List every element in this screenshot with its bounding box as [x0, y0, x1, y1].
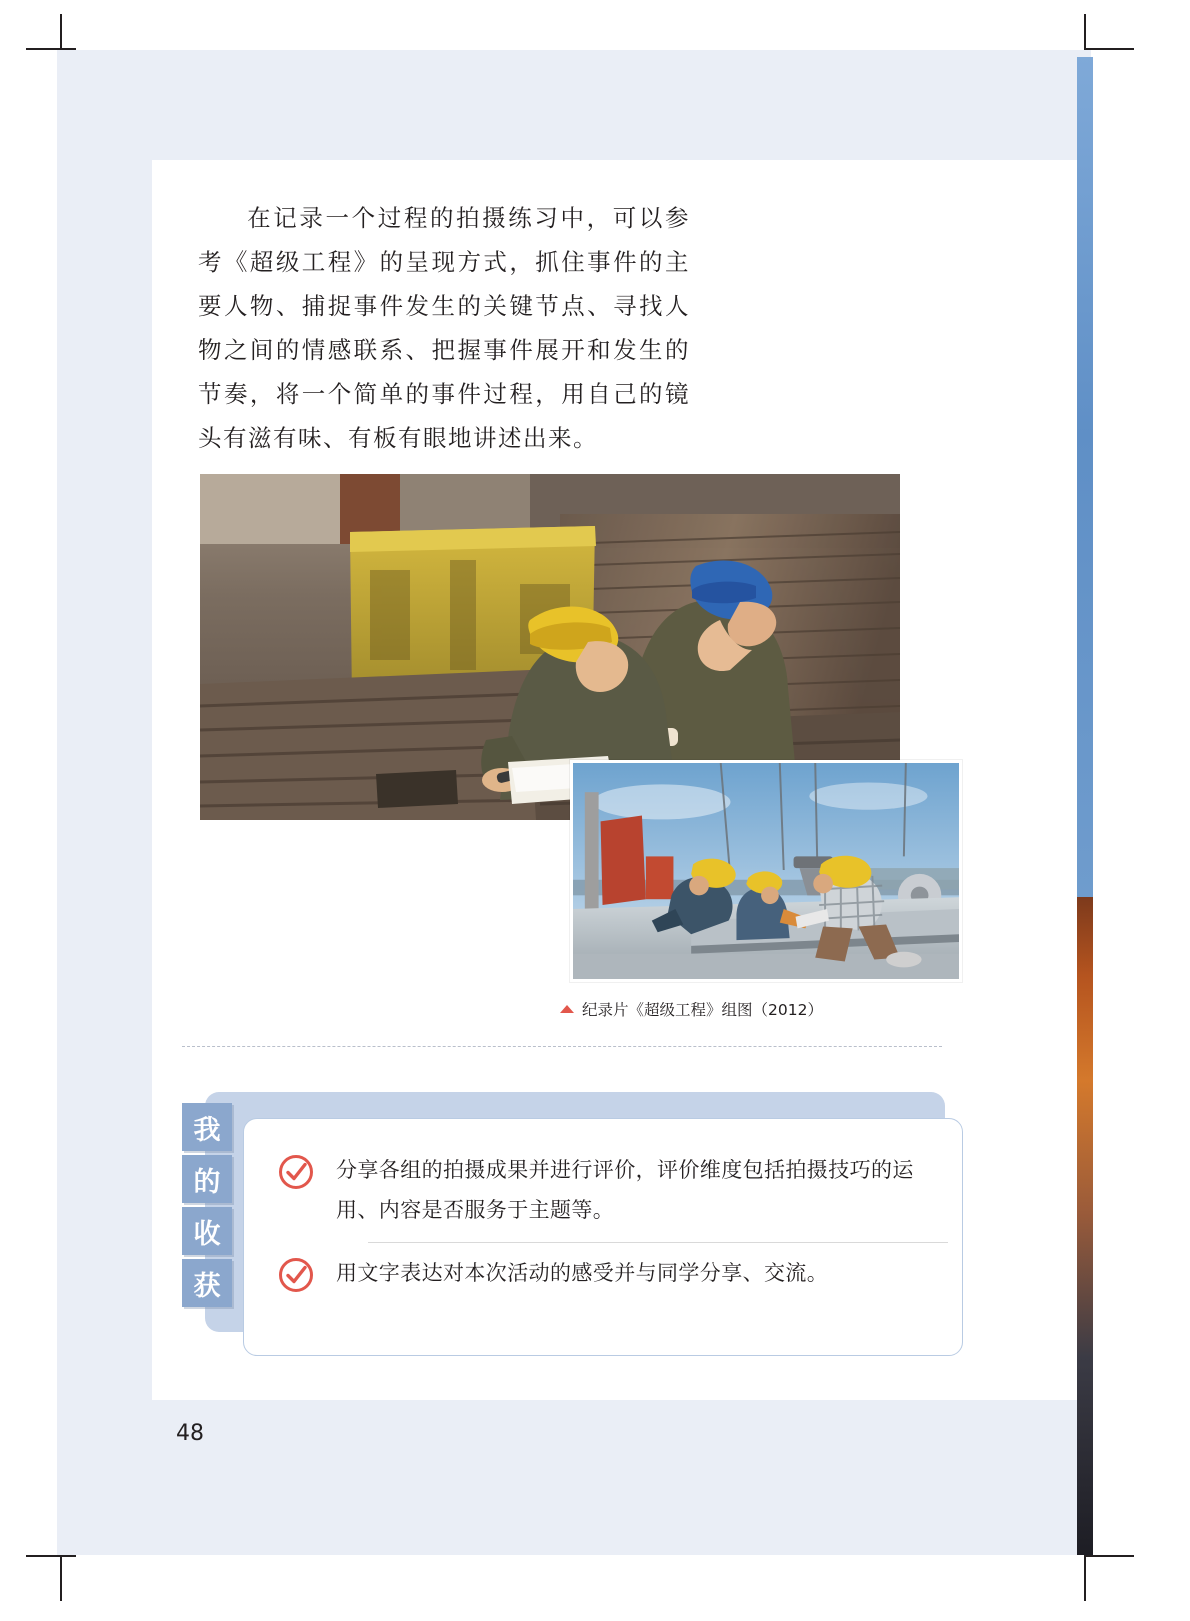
harvest-item-text: 分享各组的拍摄成果并进行评价，评价维度包括拍摄技巧的运用、内容是否服务于主题等。 — [336, 1158, 914, 1222]
figure-inset-photo — [570, 760, 962, 982]
harvest-title-tabs — [182, 1103, 238, 1311]
caption-triangle-icon — [560, 1005, 574, 1013]
harvest-item — [278, 1140, 948, 1242]
body-paragraph — [198, 196, 690, 460]
edge-blue-band — [1077, 57, 1093, 897]
figure-caption — [560, 998, 940, 1020]
section-divider — [182, 1046, 942, 1047]
harvest-item-text: 用文字表达对本次活动的感受并与同学分享、交流。 — [336, 1261, 829, 1285]
harvest-tab-char-1: 我 — [182, 1103, 232, 1151]
harvest-item — [336, 1242, 948, 1305]
page-number: 48 — [176, 1421, 204, 1446]
check-circle-icon — [278, 1154, 314, 1190]
edge-photo-strip — [1077, 897, 1093, 1555]
caption-text: 纪录片《超级工程》组图（2012） — [582, 1001, 823, 1019]
check-circle-icon — [278, 1257, 314, 1293]
harvest-item-list — [278, 1140, 948, 1305]
paragraph-text: 在记录一个过程的拍摄练习中，可以参考《超级工程》的呈现方式，抓住事件的主要人物、捕捉事件发生的关键节点、寻找人物之间的情感联系、把握事件展开和发生的节奏，将一个简单的事件过程，用自己的镜头有滋有味、有板有眼地讲述出来。 — [198, 204, 690, 452]
harvest-tab-char-3: 收 — [182, 1207, 232, 1255]
inset-photo-illustration — [573, 763, 959, 979]
harvest-tab-char-4: 获 — [182, 1259, 232, 1307]
harvest-tab-char-2: 的 — [182, 1155, 232, 1203]
